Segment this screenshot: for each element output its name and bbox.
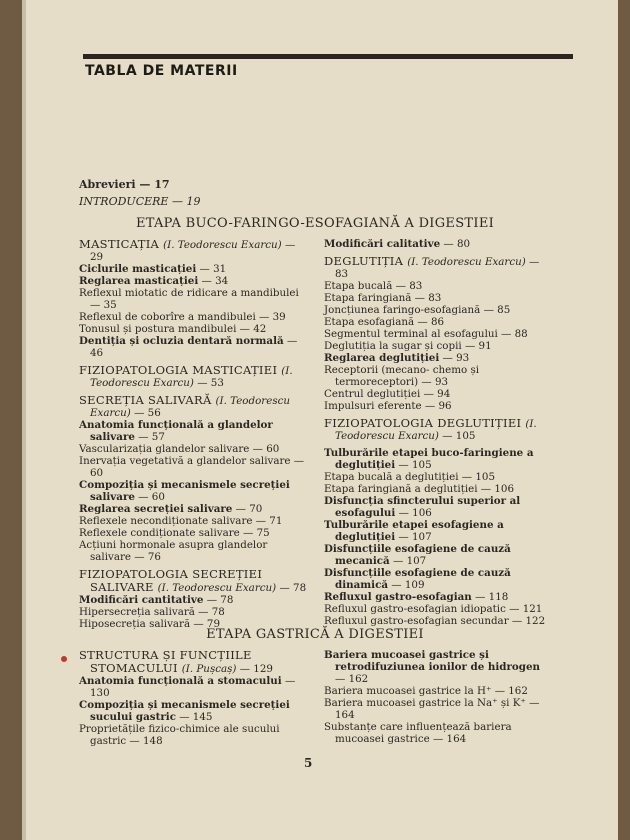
toc-entry (324, 697, 552, 721)
toc-entry (324, 352, 552, 364)
toc-entry-title: Hipersecreția salivară — 78 (79, 606, 225, 618)
toc-entry-title: Reflexele necondiționate salivare — 71 (79, 515, 283, 527)
toc-entry-title: Tulburările etapei esofagiene a deglutiției (324, 519, 504, 543)
toc-entry (79, 594, 307, 606)
toc-entry-page: — 83 (335, 256, 540, 280)
toc-entry (324, 292, 552, 304)
toc-entry-title: Tulburările etapei buco-faringiene a deglutiției (324, 447, 534, 471)
toc-column-right-2 (324, 649, 552, 745)
toc-entry-title: Etapa esofagiană — 86 (324, 316, 445, 328)
toc-entry-page: — 118 (471, 591, 509, 603)
toc-entry (324, 400, 552, 412)
toc-entry-title: Joncțiunea faringo-esofagiană — 85 (324, 304, 511, 316)
toc-entry-title: Receptorii (mecano- chemo și termoreceptori) — 93 (324, 364, 480, 388)
toc-entry-title: Refluxul gastro-esofagian idiopatic — 121 (324, 603, 543, 615)
toc-entry (79, 287, 307, 311)
toc-entry-page: — 107 (389, 555, 427, 567)
toc-entry-page: — 60 (134, 491, 165, 503)
toc-entry-author: (I. Teodorescu Exarcu) (407, 256, 526, 268)
toc-entry (324, 519, 552, 543)
toc-entry (79, 335, 307, 359)
toc-entry (324, 685, 552, 697)
toc-entry-title: Etapa bucală — 83 (324, 280, 423, 292)
toc-entry (79, 364, 307, 389)
toc-entry-page: — 105 (438, 430, 476, 442)
toc-entry (79, 675, 307, 699)
toc-entry (79, 394, 307, 419)
toc-entry-title: Dentiția și ocluzia dentară normală (79, 335, 284, 347)
toc-entry (79, 649, 307, 675)
toc-entry-title: Substanțe care influențează bariera mucoasei gastrice — 164 (324, 721, 512, 745)
toc-entry-title: Bariera mucoasei gastrice la Na⁺ și K⁺ — 164 (324, 697, 540, 721)
toc-entry-page: — 106 (395, 507, 432, 519)
toc-entry (324, 255, 552, 280)
toc-entry (324, 649, 552, 685)
toc-entry-title: FIZIOPATOLOGIA DEGLUTIȚIEI (324, 416, 526, 430)
toc-entry (324, 280, 552, 292)
toc-entry-author: (I. Teodorescu Exarcu) (163, 239, 282, 251)
toc-entry (79, 479, 307, 503)
toc-entry-page: — 145 (175, 711, 213, 723)
toc-entry-title: STRUCTURA ȘI FUNCȚIILE STOMACULUI (79, 648, 252, 675)
toc-entry-page: — 56 (130, 407, 161, 419)
toc-column-left-1 (79, 238, 307, 630)
toc-entry-page: — 93 (439, 352, 470, 364)
toc-column-right-1 (324, 238, 552, 627)
toc-entry-page: — 80 (440, 238, 471, 250)
toc-entry (324, 340, 552, 352)
toc-entry-title: Etapa faringiană — 83 (324, 292, 442, 304)
toc-entry-page: — 29 (90, 239, 296, 263)
toc-entry (79, 311, 307, 323)
toc-entry (324, 603, 552, 615)
toc-entry-title: SECREȚIA SALIVARĂ (79, 393, 216, 407)
toc-entry-author: (I. Pușcaș) (181, 663, 237, 675)
toc-column-left-2 (79, 649, 307, 747)
toc-entry (79, 515, 307, 527)
toc-entry-title: Etapa faringiană a deglutiției — 106 (324, 483, 515, 495)
toc-entry-page: — 129 (236, 663, 273, 675)
toc-entry (79, 419, 307, 443)
toc-entry-title: Disfuncțiile esofagiene de cauză dinamică (324, 567, 511, 591)
toc-entry (79, 443, 307, 455)
toc-entry (79, 323, 307, 335)
page-title: TABLA DE MATERII (85, 63, 238, 79)
toc-entry-title: Modificări calitative (324, 238, 441, 250)
toc-entry-title: Inervația vegetativă a glandelor salivare — 60 (79, 455, 305, 479)
toc-entry (79, 238, 307, 263)
toc-entry-title: Compoziția și mecanismele secreției sucului gastric (79, 699, 290, 723)
toc-entry-author: (I. Teodorescu Exarcu) (335, 418, 537, 442)
toc-entry-page: — 70 (232, 503, 263, 515)
toc-entry (324, 447, 552, 471)
toc-entry (324, 316, 552, 328)
toc-entry (324, 591, 552, 603)
toc-entry-page: — 162 (335, 673, 369, 685)
toc-entry-page: — 31 (196, 263, 227, 275)
toc-entry-title: Proprietățile fizico-chimice ale sucului gastric — 148 (79, 723, 280, 747)
toc-entry-page: — 109 (388, 579, 425, 591)
toc-entry (324, 328, 552, 340)
toc-entry-title: Hiposecreția salivară — 79 (79, 618, 221, 630)
toc-entry-title: Refluxul gastro-esofagian (324, 591, 472, 603)
toc-entry-page: — 57 (134, 431, 165, 443)
toc-entry (79, 699, 307, 723)
toc-entry-title: Disfuncțiile esofagiene de cauză mecanică (324, 543, 511, 567)
toc-entry-page: — 105 (395, 459, 432, 471)
intro-block (79, 176, 200, 210)
toc-entry-title: Reglarea masticației (79, 275, 199, 287)
toc-entry-title: Disfuncția sfincterului superior al esofagului (324, 495, 521, 519)
toc-entry (324, 495, 552, 519)
toc-entry (324, 304, 552, 316)
red-ink-mark (61, 656, 67, 662)
toc-entry (79, 539, 307, 563)
toc-entry (79, 723, 307, 747)
toc-entry (79, 275, 307, 287)
toc-entry-title: Acțiuni hormonale asupra glandelor salivare — 76 (79, 539, 268, 563)
toc-entry-author: (I. Teodorescu Exarcu) (90, 365, 293, 389)
toc-entry (79, 455, 307, 479)
toc-entry-title: Impulsuri eferente — 96 (324, 400, 452, 412)
toc-entry-page: — 46 (90, 335, 298, 359)
toc-entry-title: Bariera mucoasei gastrice și retrodifuziunea ionilor de hidrogen (324, 649, 541, 673)
toc-entry-title: FIZIOPATOLOGIA SECREȚIEI SALIVARE (79, 567, 263, 594)
toc-entry (324, 567, 552, 591)
toc-entry-title: MASTICAȚIA (79, 237, 164, 251)
toc-entry-author: (I. Teodorescu Exarcu) (157, 582, 277, 594)
toc-entry-page: — 78 (276, 582, 307, 594)
toc-entry (79, 606, 307, 618)
toc-entry-title: Ciclurile masticației (79, 263, 197, 275)
toc-entry-title: Vascularizația glandelor salivare — 60 (79, 443, 280, 455)
toc-entry-title: Segmentul terminal al esofagului — 88 (324, 328, 528, 340)
toc-entry-title: Etapa bucală a deglutiției — 105 (324, 471, 495, 483)
toc-entry-page: — 107 (395, 531, 432, 543)
toc-entry (324, 543, 552, 567)
toc-entry (79, 503, 307, 515)
toc-entry-page: — 34 (198, 275, 229, 287)
toc-entry-title: Reglarea deglutiției (324, 352, 440, 364)
toc-entry-title: Reglarea secreției salivare (79, 503, 233, 515)
toc-entry-title: Compoziția și mecanismele secreției salivare (79, 479, 290, 503)
page-number: 5 (304, 756, 313, 770)
header-rule (83, 54, 573, 59)
toc-entry-author: (I. Teodorescu Exarcu) (90, 395, 290, 419)
toc-entry (324, 471, 552, 483)
abrevieri-entry: Abrevieri — 17 (79, 178, 170, 191)
section-heading-gastrica: ETAPA GASTRICĂ A DIGESTIEI (206, 627, 424, 642)
section-heading-buco: ETAPA BUCO-FARINGO-ESOFAGIANĂ A DIGESTIEI (135, 216, 495, 231)
toc-entry-title: Bariera mucoasei gastrice la H⁺ — 162 (324, 685, 528, 697)
toc-entry-page: — 78 (203, 594, 234, 606)
toc-entry-title: DEGLUTIȚIA (324, 254, 408, 268)
toc-entry-title: Reflexul de coborîre a mandibulei — 39 (79, 311, 286, 323)
toc-entry-title: Anatomia funcțională a stomacului (79, 675, 282, 687)
introducere-entry: INTRODUCERE — 19 (79, 195, 201, 208)
toc-entry (324, 721, 552, 745)
toc-entry-title: Tonusul și postura mandibulei — 42 (79, 323, 267, 335)
toc-entry (79, 263, 307, 275)
toc-entry-page: — 130 (90, 675, 296, 699)
toc-entry-title: Reflexul miotatic de ridicare a mandibulei — 35 (79, 287, 299, 311)
toc-entry-title: Deglutiția la sugar și copii — 91 (324, 340, 492, 352)
toc-entry (324, 388, 552, 400)
toc-entry (324, 238, 552, 250)
page-gutter-shadow (22, 0, 26, 840)
toc-entry-page: — 53 (193, 377, 224, 389)
toc-entry (79, 527, 307, 539)
toc-entry (324, 417, 552, 442)
toc-entry-title: FIZIOPATOLOGIA MASTICAȚIEI (79, 363, 282, 377)
toc-entry-title: Anatomia funcțională a glandelor salivare (79, 419, 273, 443)
toc-entry-title: Reflexele condiționate salivare — 75 (79, 527, 270, 539)
toc-entry-title: Refluxul gastro-esofagian secundar — 122 (324, 615, 546, 627)
toc-entry (324, 615, 552, 627)
toc-entry (79, 568, 307, 594)
toc-entry-title: Modificări cantitative (79, 594, 204, 606)
toc-entry-title: Centrul deglutiției — 94 (324, 388, 451, 400)
toc-entry (324, 483, 552, 495)
toc-entry (324, 364, 552, 388)
